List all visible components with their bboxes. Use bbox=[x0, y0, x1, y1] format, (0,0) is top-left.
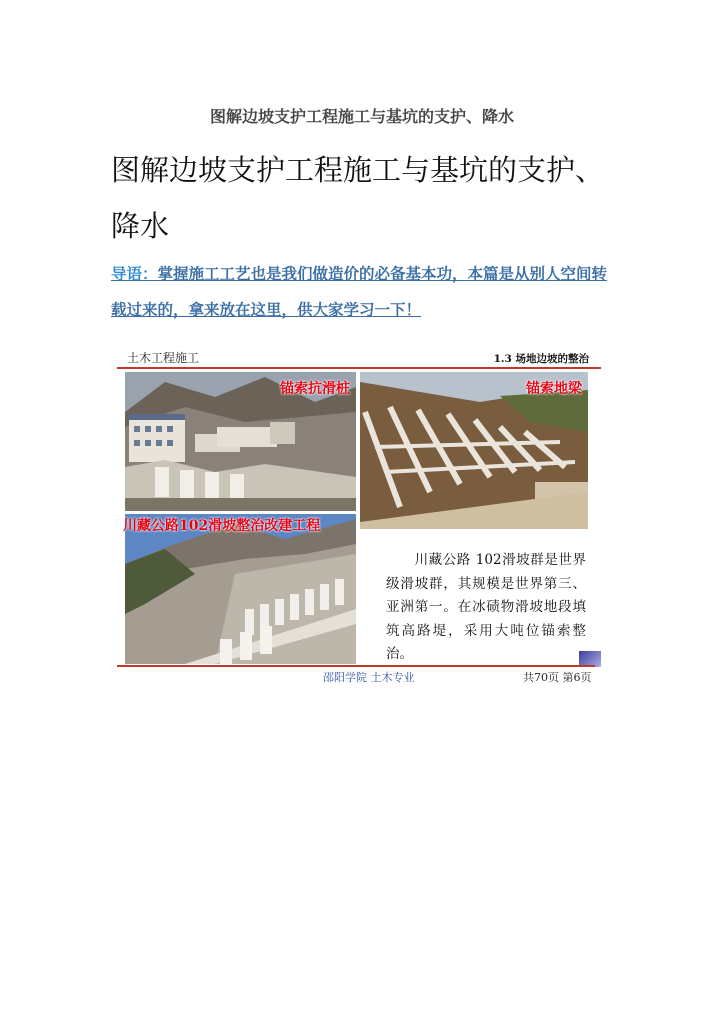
lead-text: 掌握施工工艺也是我们做造价的必备基本功，本篇是从别人空间转载过来的，拿来放在这里，供大家学习一下！ bbox=[111, 265, 608, 319]
photo-label-anchor-beam: 锚索地梁 bbox=[526, 381, 582, 397]
document-title-line-1: 图解边坡支护工程施工与基坑的支护、 bbox=[111, 153, 605, 187]
lead-tag: 导语： bbox=[111, 265, 158, 283]
anchor-beam-photo bbox=[360, 372, 588, 529]
slide-footer-school: 邵阳学院 土木专业 bbox=[323, 671, 415, 684]
page-header-title: 图解边坡支护工程施工与基坑的支护、降水 bbox=[209, 107, 514, 126]
slide-description-text: 川藏公路 102滑坡群是世界级滑坡群，其规模是世界第三、亚洲第一。在冰碛物滑坡地段填筑高路堤，采用大吨位锚索整治。 bbox=[386, 552, 586, 662]
slide-bottom-divider bbox=[117, 665, 595, 667]
photo-label-anchor-pile: 锚索抗滑桩 bbox=[280, 381, 350, 397]
lecture-slide-image bbox=[111, 343, 601, 688]
photo-label-highway-project: 川藏公路102滑坡整治改建工程 bbox=[123, 518, 321, 534]
slide-footer-pages: 共70页 第6页 bbox=[523, 671, 592, 684]
document-title bbox=[111, 142, 611, 254]
slide-course-name: 土木工程施工 bbox=[127, 351, 200, 365]
lead-paragraph[interactable] bbox=[111, 256, 621, 328]
anchor-pile-photo bbox=[125, 372, 356, 511]
slide-top-divider bbox=[117, 367, 601, 369]
slide-description bbox=[386, 549, 586, 667]
highway-landslide-photo bbox=[125, 514, 356, 664]
slide-section-title: 1.3 场地边坡的整治 bbox=[493, 353, 589, 365]
document-title-line-2: 降水 bbox=[111, 209, 170, 243]
